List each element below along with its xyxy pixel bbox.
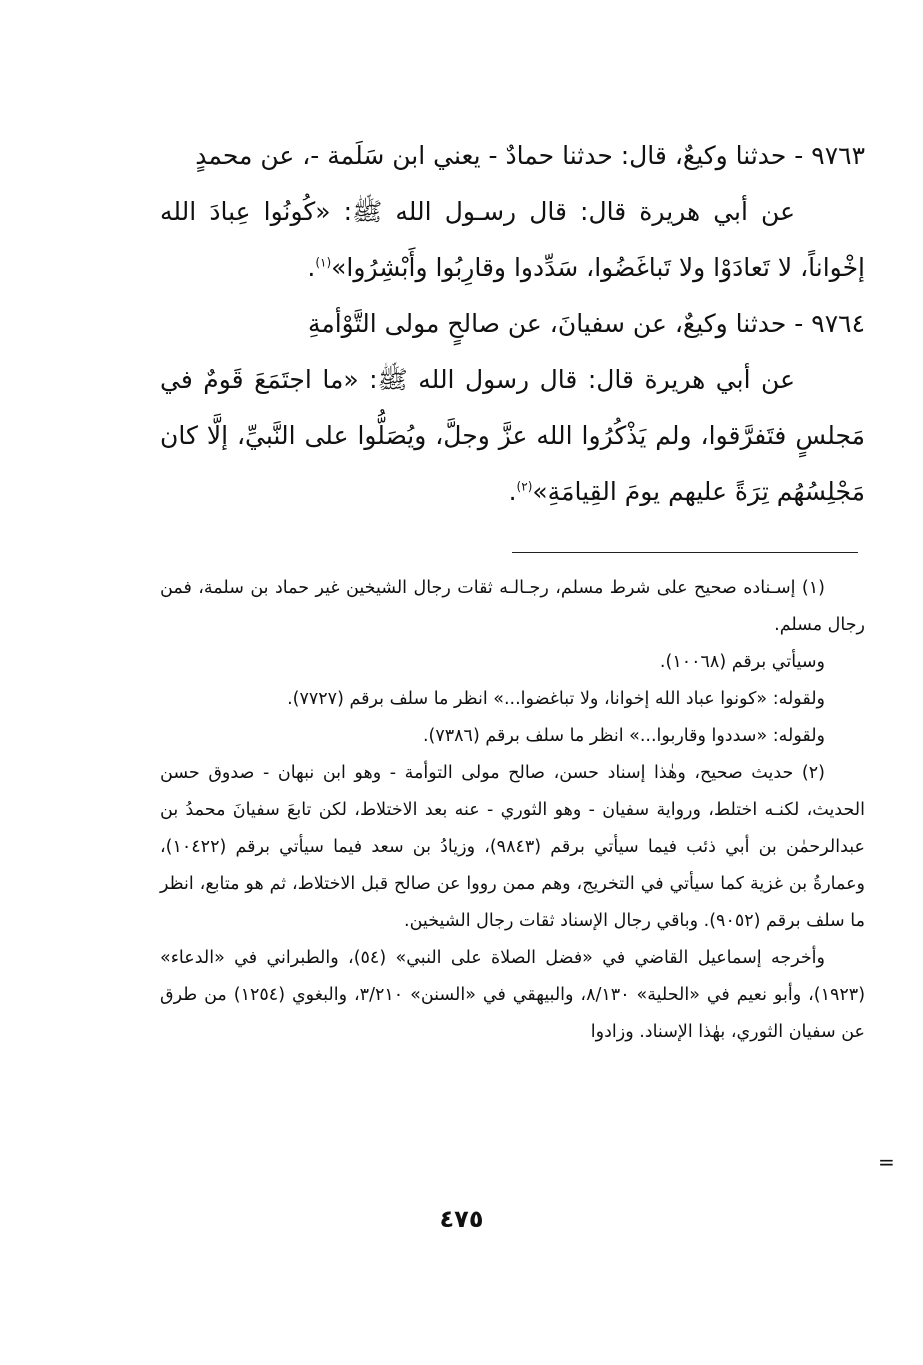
hadith-9763-heading: ٩٧٦٣ - حدثنا وكيعٌ، قال: حدثنا حمادٌ - يعني ابن سَلَمة -، عن محمدٍ	[195, 141, 865, 170]
continuation-mark: =	[878, 1150, 895, 1174]
main-text	[160, 128, 865, 520]
hadith-9763-period: .	[307, 253, 316, 282]
hadith-9763-body: عن أبي هريرة قال: قال رسـول الله ﷺ: «كُونُوا عِبادَ الله إخْواناً، لا تَعادَوْا ولا تَباغَضُوا، سَدِّدوا وقارِبُوا وأَبْشِرُوا»	[160, 197, 865, 282]
hadith-9763-text	[160, 184, 865, 296]
footnote-separator	[512, 552, 858, 553]
footnote-1-paragraph: (١) إسـناده صحيح على شرط مسلم، رجـالـه ثقات رجال الشيخين غير حماد بن سلمة، فمن رجال مسلم.	[160, 578, 865, 635]
footnote-2-paragraph: وأخرجه إسماعيل القاضي في «فضل الصلاة على النبي» (٥٤)، والطبراني في «الدعاء» (١٩٢٣)، وأبو نعيم في «الحلية» ٨/١٣٠، والبيهقي في «السنن» ٣/٢١٠، والبغوي (١٢٥٤) من طرق عن سفيان الثوري، بهٰذا الإسناد. وزادوا	[160, 948, 866, 1042]
footnote-ref-1[interactable]: (١)	[315, 255, 332, 270]
footnote-ref-2[interactable]: (٢)	[516, 479, 533, 494]
hadith-9764-text	[160, 352, 865, 520]
hadith-9764-body: عن أبي هريرة قال: قال رسول الله ﷺ: «ما اجتَمَعَ قَومٌ في مَجلسٍ فتَفرَّقوا، ولم يَذْكُرُوا الله عزَّ وجلَّ، ويُصَلُّوا على النَّبيِّ، إلَّا كان مَجْلِسُهُم تِرَةً عليهم يومَ القِيامَةِ»	[160, 365, 865, 506]
footnote-2-paragraph: (٢) حديث صحيح، وهٰذا إسناد حسن، صالح مولى التوأمة - وهو ابن نبهان - صدوق حسن الحديث، لكنـه اختلط، ورواية سفيان - وهو الثوري - عنه بعد الاختلاط، لكن تابعَ سفيانَ محمدُ بن عبدالرحمٰن بن أبي ذئب فيما سيأتي برقم (٩٨٤٣)، وزيادُ بن سعد فيما سيأتي برقم (١٠٤٢٢)، وعمارةُ بن غزية كما سيأتي في التخريج، وهم ممن رووا عن صالح قبل الاختلاط، ثم هو متابع، انظر ما سلف برقم (٩٠٥٢). وباقي رجال الإسناد ثقات رجال الشيخين.	[160, 763, 865, 931]
footnote-1-cross-ref: ولقوله: «كونوا عباد الله إخوانا، ولا تباغضوا...» انظر ما سلف برقم (٧٧٢٧).	[287, 689, 825, 709]
footnote-1-cross-ref: وسيأتي برقم (١٠٠٦٨).	[659, 652, 825, 672]
hadith-9764-period: .	[508, 477, 517, 506]
hadith-9764-heading: ٩٧٦٤ - حدثنا وكيعٌ، عن سفيانَ، عن صالحٍ مولى التَّوْأمةِ	[307, 309, 865, 338]
footnote-1-cross-ref: ولقوله: «سددوا وقاربوا...» انظر ما سلف برقم (٧٣٨٦).	[422, 726, 825, 746]
footnotes	[160, 570, 865, 1051]
page-number: ٤٧٥	[439, 1205, 484, 1233]
